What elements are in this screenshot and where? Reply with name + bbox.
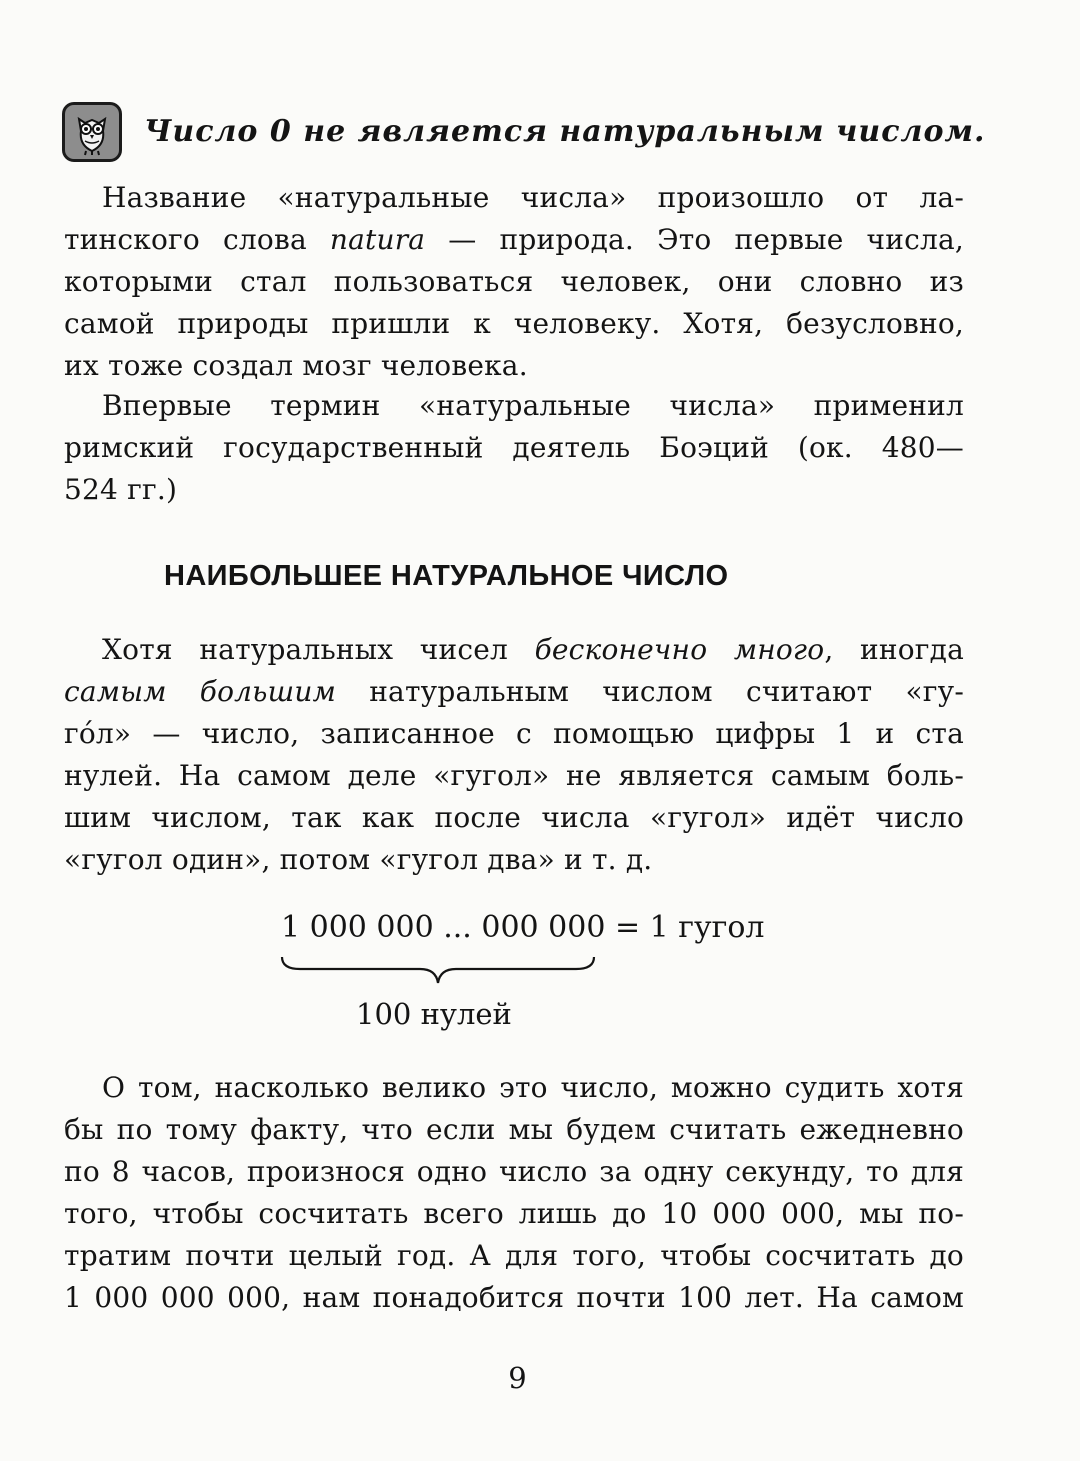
paragraph-line: тратим почти целый год. А для того, чтобы сосчитать до [64, 1239, 964, 1272]
latin-word: natura [329, 223, 426, 256]
note-text: Число 0 не является натуральным числом. [144, 114, 986, 149]
underbrace [280, 955, 596, 985]
text-run: тинского слова [64, 223, 330, 256]
paragraph-line: Название «натуральные числа» произошло от ла- [102, 181, 964, 214]
paragraph-line: «гугол один», потом «гугол два» и т. д. [64, 843, 653, 876]
text-run: Хотя натуральных чисел [102, 633, 535, 666]
text-run: , иногда [824, 633, 965, 666]
text-run: натуральным числом считают «гу- [336, 675, 964, 708]
paragraph-line: 1 000 000 000, нам понадобится почти 100 лет. На самом [64, 1281, 964, 1314]
text-run: — природа. Это первые числа, [425, 223, 964, 256]
paragraph-line: римский государственный деятель Боэций (ок. 480— [64, 431, 964, 464]
paragraph-line: 524 гг.) [64, 473, 178, 506]
owl-note [62, 102, 986, 164]
paragraph-line: шим числом, так как после числа «гугол» идёт число [64, 801, 964, 834]
paragraph-line [64, 219, 964, 261]
paragraph-boethius [64, 385, 964, 511]
paragraph-googol [64, 629, 964, 881]
owl-icon [62, 102, 122, 162]
paragraph-line: их тоже создал мозг человека. [64, 349, 528, 382]
paragraph-line: которыми стал пользоваться человек, они словно из [64, 265, 964, 298]
emphasis: бесконечно много [534, 633, 825, 666]
paragraph-natural-numbers-name [64, 177, 964, 387]
googol-formula: 1 000 000 ... 000 000 = 1 гугол [281, 910, 765, 945]
paragraph-counting [64, 1067, 964, 1319]
paragraph-line: бы по тому факту, что если мы будем считать ежедневно [64, 1113, 964, 1146]
paragraph-line: по 8 часов, произнося одно число за одну секунду, то для [64, 1155, 964, 1188]
paragraph-line: нулей. На самом деле «гугол» не является самым боль- [64, 759, 964, 792]
owl-icon-drawing [65, 105, 119, 159]
section-heading: НАИБОЛЬШЕЕ НАТУРАЛЬНОЕ ЧИСЛО [164, 560, 729, 592]
brace-label: 100 нулей [356, 997, 512, 1031]
paragraph-line: О том, насколько велико это число, можно судить хотя [102, 1071, 964, 1104]
paragraph-line: го́л» — число, записанное с помощью цифры 1 и ста [64, 717, 964, 750]
paragraph-line [64, 671, 964, 713]
emphasis: самым большим [64, 675, 336, 708]
paragraph-line: того, чтобы сосчитать всего лишь до 10 000 000, мы по- [64, 1197, 964, 1230]
paragraph-line: Впервые термин «натуральные числа» применил [102, 389, 964, 422]
page-number: 9 [508, 1361, 527, 1395]
paragraph-line: самой природы пришли к человеку. Хотя, безусловно, [64, 307, 964, 340]
paragraph-line [64, 629, 964, 671]
